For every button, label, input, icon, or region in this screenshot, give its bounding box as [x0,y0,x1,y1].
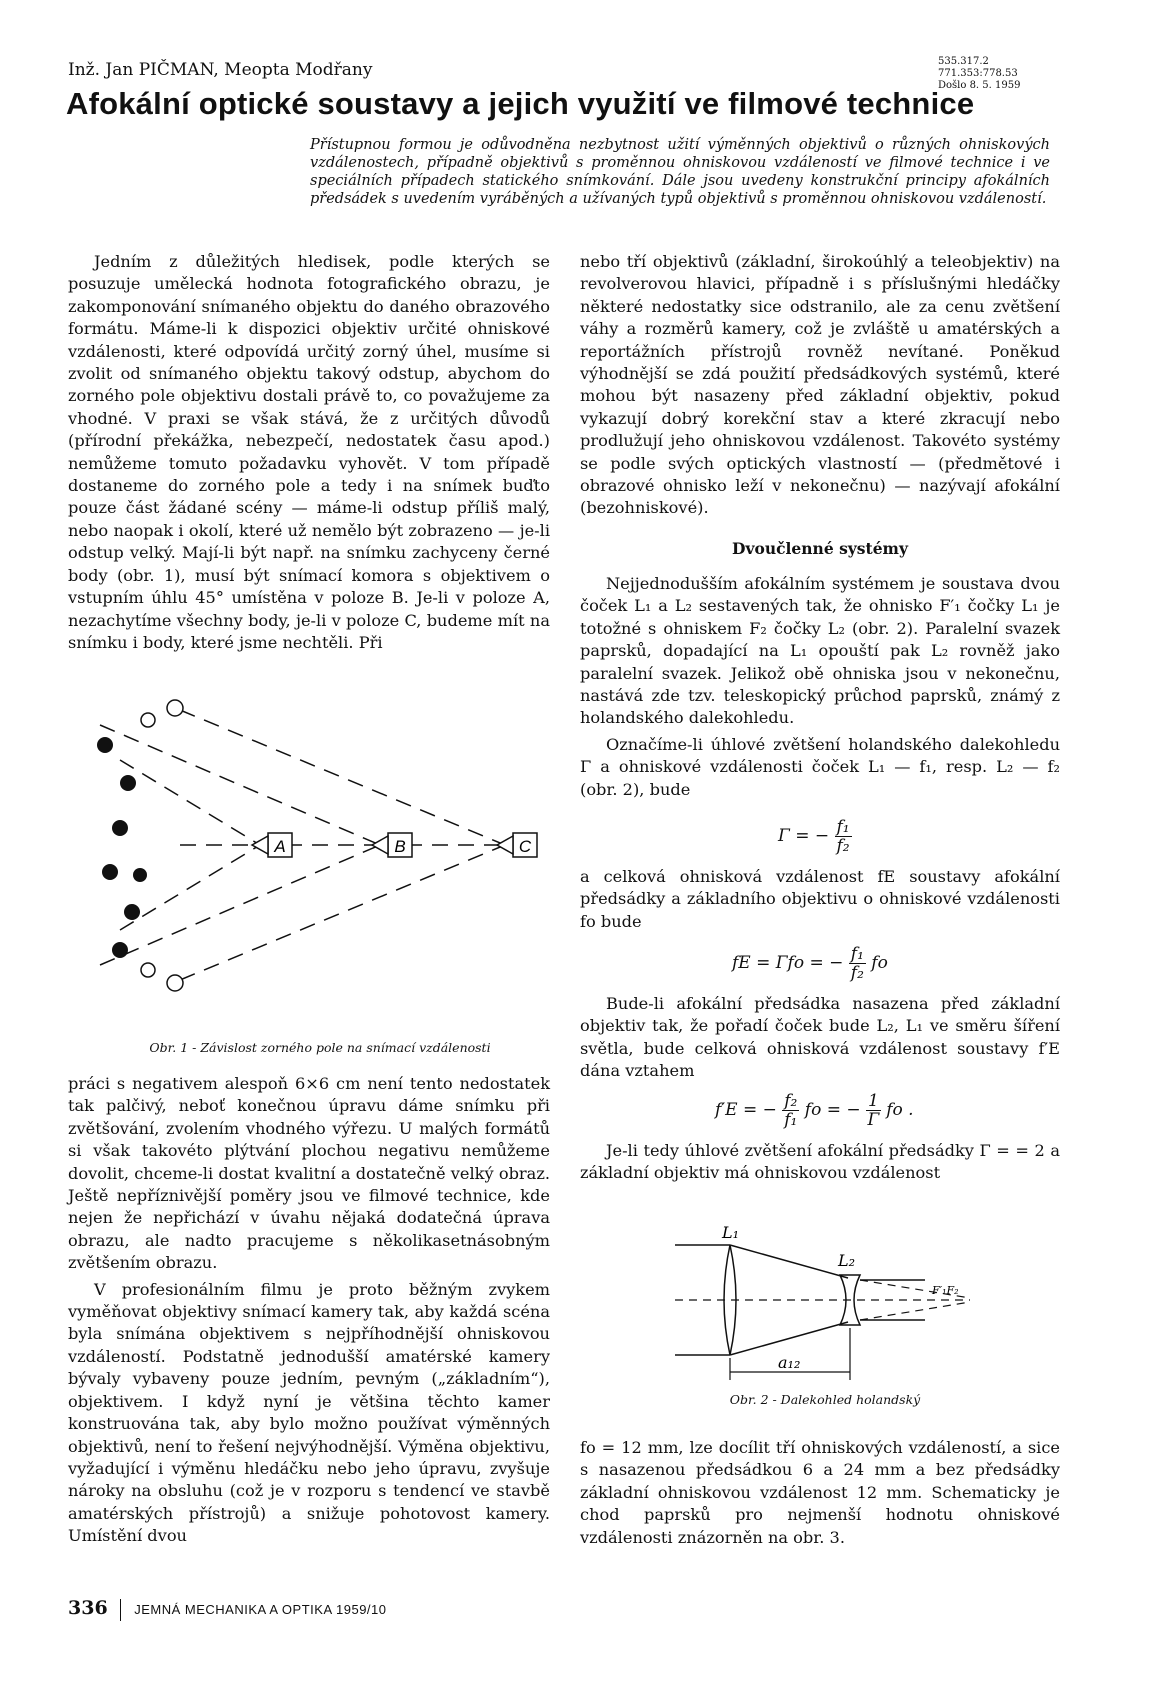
received-date: Došlo 8. 5. 1959 [938,80,1021,91]
right-column-section [580,573,1060,801]
right-column-para6 [580,1140,1060,1185]
page-number: 336 [68,1597,108,1619]
footer-divider [120,1599,121,1621]
paragraph: Bude-li afokální předsádka nasazena před základní objektiv tak, že pořadí čoček bude L₂, L₁ ve směru šíření světla, bude celková ohnisková vzdálenost soustavy f′E dána vztahem [580,994,1060,1081]
formula-reversed-focal-length: f′E = − $\frac{\text{f₂}}{\text{f₁}}$ fo = − $\frac{1}{\Gamma}$ fo . [715,1091,914,1130]
page-footer [68,1597,387,1621]
left-column-bottom [68,1073,550,1548]
paragraph: fo = 12 mm, lze docílit tří ohniskových vzdáleností, a sice s nasazenou předsádkou 6 a 24 mm a bez předsádky základní ohniskovou vzdálenost 12 mm. Schematicky je chod paprsků pro nejmenší hodnotu ohniskové vzdálenosti znázorněn na obr. 3. [580,1438,1060,1547]
right-column-para4 [580,866,1060,933]
paragraph: práci s negativem alespoň 6×6 cm není tento nedostatek tak palčivý, neboť konečnou úpravu dáme snímku při zvětšování, zvolením vhodného výřezu. U malých formátů si však takovéto plýtvání plochou negativu nemůžeme dovolit, chceme-li dostat kvalitní a dostatečně velký obraz. Ještě nepříznivější poměry jsou ve filmové technice, kde nejen že nepřichází v úvahu nějaká dodatečná úprava obrazu, ale nadto pracujeme s několikasetnásobným zvětšením obrazu. [68,1074,550,1273]
left-column-top [68,251,550,654]
right-column-bottom [580,1437,1060,1549]
paragraph: Jedním z důležitých hledisek, podle kterých se posuzuje umělecká hodnota fotografického obrazu, je zakomponování snímaného objektu do daného obrazového formátu. Máme-li k dispozici objektiv určité ohniskové vzdálenosti, které odpovídá určitý zorný úhel, musíme si zvolit od snímaného objektu takový odstup, abychom do zorného pole objektivu dostali právě to, co považujeme za vhodné. V praxi se však stává, že z určitých důvodů (přírodní překážka, nebezpečí, nedostatek času apod.) nemůžeme tomuto požadavku vyhovět. V tom případě dostaneme do zorného pole a tedy i na snímek buďto pouze část žádané scény — máme-li odstup příliš malý, nebo naopak i okolí, které už nemělo být zobrazeno — je-li odstup velký. Mají-li být např. na snímku zachyceny černé body (obr. 1), musí být snímací komora s objektivem o vstupním úhlu 45° umístěna v poloze B. Je-li v poloze A, nezachytíme všechny body, je-li v poloze C, budeme mít na snímku i body, které jsme nechtěli. Při [68,252,550,652]
paragraph: Nejjednodušším afokálním systémem je soustava dvou čoček L₁ a L₂ sestavených tak, že ohnisko F′₁ čočky L₁ je totožné s ohniskem F₂ čočky L₂ (obr. 2). Paralelní svazek paprsků, dopadající na L₁ opouští pak L₂ rovněž jako paralelní svazek. Jelikož obě ohniska jsou v nekonečnu, nastává zde tzv. teleskopický průchod paprsků, známý z holandského dalekohledu. [580,574,1060,728]
paragraph: Je-li tedy úhlové zvětšení afokální předsádky Γ = = 2 a základní objektiv má ohniskovou vzdálenost [580,1141,1060,1183]
paragraph: V profesionálním filmu je proto běžným zvykem vyměňovat objektivy snímací kamery tak, aby každá scéna byla snímána objektivem s nejpříhodnější ohniskovou vzdáleností. Podstatně jednodušší amatérské kamery bývaly vybaveny pouze jedním, pevným („základním“), objektivem. I když nyní je většina těchto kamer konstruována tak, aby bylo možno používat výměnných objektivů, není to řešení nejvýhodnější. Výměna objektivu, vyžadující i výměnu hledáčku nebo jeho úpravu, zvyšuje nároky na obsluhu (což je v rozporu s tendencí ve stavbě amatérských přístrojů) a snižuje pohotovost kamery. Umístění dvou [68,1279,550,1546]
camera-position-a-label: A [274,837,286,856]
formula-total-focal-length: fE = Γfo = − $\frac{\text{f₁}}{\text{f₂}}$ fo [732,944,888,983]
paragraph: a celková ohnisková vzdálenost fE soustavy afokální předsádky a základního objektivu o ohniskové vzdálenosti fo bude [580,867,1060,931]
right-column-top [580,251,1060,520]
author-line: Inž. Jan PIČMAN, Meopta Modřany [68,60,373,80]
paragraph: Označíme-li úhlové zvětšení holandského dalekohledu Γ a ohniskové vzdálenosti čoček L₁ — f₁, resp. L₂ — f₂ (obr. 2), bude [580,734,1060,799]
formula-magnification: Γ = − $\frac{\text{f₁}}{\text{f₂}}$ [778,817,850,856]
focus-label: F′₁F₂ [932,1284,959,1297]
right-column-para5 [580,993,1060,1083]
section-heading: Dvoučlenné systémy [732,539,908,558]
udc-code-1: 535.317.2 [938,56,989,67]
figure-2-dutch-telescope-diagram [670,1220,1040,1385]
camera-position-c-label: C [518,837,532,856]
udc-code-2: 771.353:778.53 [938,68,1018,79]
lens-distance-label: a₁₂ [778,1353,801,1372]
lens-l2-label: L₂ [838,1251,856,1270]
lens-l1-label: L₁ [722,1223,740,1242]
figure-2-caption: Obr. 2 - Dalekohled holandský [729,1392,921,1407]
figure-1-caption: Obr. 1 - Závislost zorného pole na snímací vzdálenosti [149,1040,491,1055]
camera-position-b-label: B [394,837,406,856]
abstract: Přístupnou formou je odůvodněna nezbytnost užití výměnných objektivů o různých ohniskových vzdálenostech, případně objektivů s proměnnou ohniskovou vzdáleností ve filmové technice i ve speciálních případech statického snímkování. Dále jsou uvedeny konstrukční principy afokálních předsádek s uvedením vyráběných a užívaných typů objektivů s proměnnou ohniskovou vzdáleností. [310,137,1050,207]
article-title: Afokální optické soustavy a jejich využití ve filmové technice [66,86,975,121]
paragraph: nebo tří objektivů (základní, širokoúhlý a teleobjektiv) na revolverovou hlavici, případně i s příslušnými hledáčky některé nedostatky sice odstranilo, ale za cenu zvětšení váhy a rozměrů kamery, což je zvláště u amatérských a reportážních přístrojů rovněž nevítané. Poněkud výhodnější se zdá použití předsádkových systémů, které mohou být nasazeny před základní objektiv, pokud vykazují dobrý korekční stav a které zkracují nebo prodlužují jeho ohniskovou vzdálenost. Takovéto systémy se podle svých optických vlastností — (předmětové i obrazové ohnisko leží v nekonečnu) — nazývají afokální (bezohniskové). [580,252,1060,518]
figure-1-field-of-view-diagram [80,680,550,1010]
journal-name: JEMNÁ MECHANIKA A OPTIKA 1959/10 [134,1602,387,1617]
